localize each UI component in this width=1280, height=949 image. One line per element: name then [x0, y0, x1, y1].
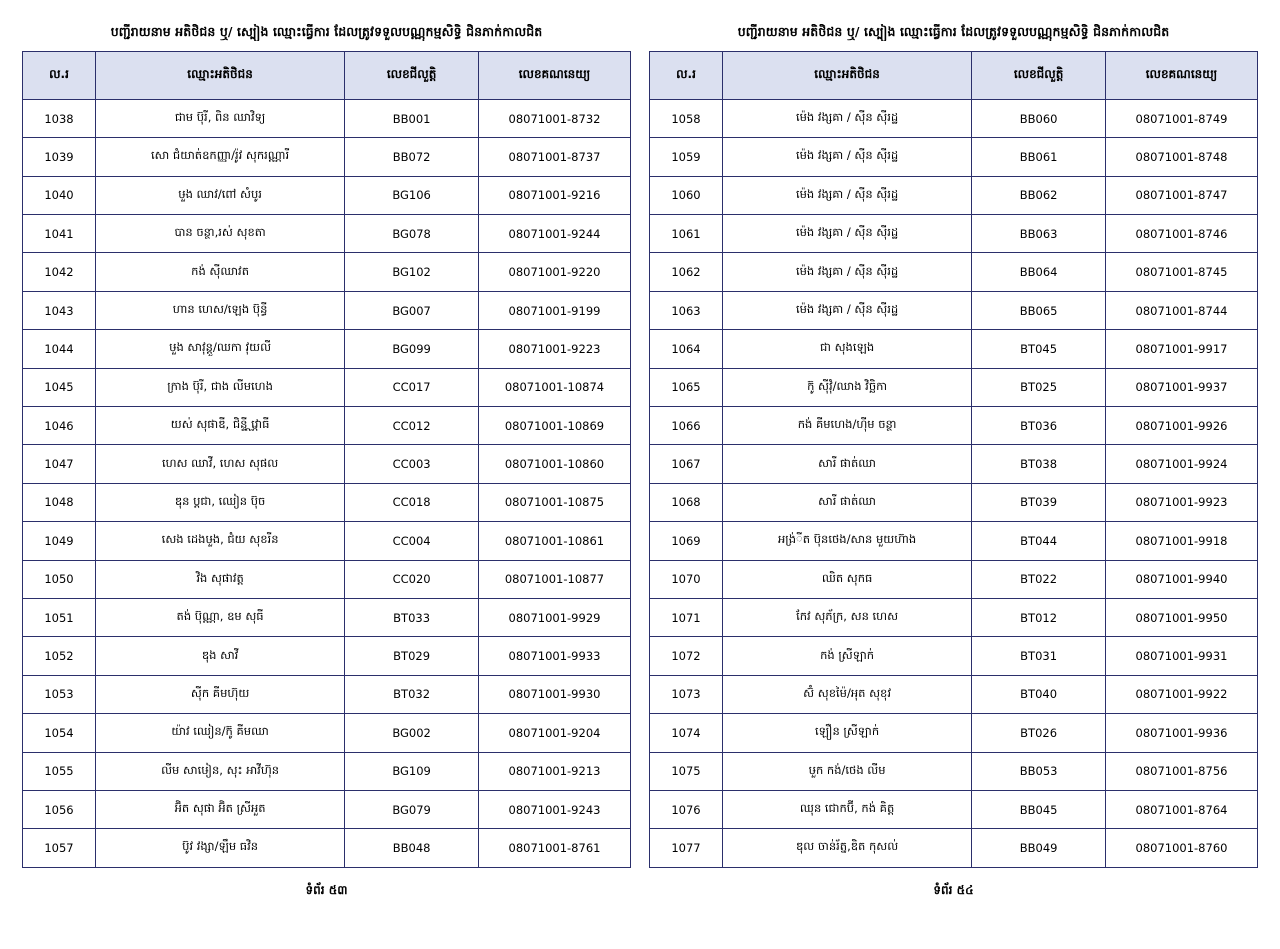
cell-account: 08071001-9950 [1105, 598, 1257, 636]
cell-code: BB072 [345, 138, 479, 176]
cell-name: ជា សុងឡេង [722, 330, 971, 368]
cell-no: 1050 [23, 560, 96, 598]
cell-name: យ៉ាវ ឈៀន/ក៊ូ គីមឈា [95, 714, 344, 752]
cell-account: 08071001-8746 [1105, 215, 1257, 253]
table-header-row [650, 51, 1258, 99]
cell-no: 1039 [23, 138, 96, 176]
cell-code: BG079 [345, 790, 479, 828]
cell-code: BB065 [972, 291, 1106, 329]
cell-code: CC012 [345, 407, 479, 445]
cell-code: CC017 [345, 368, 479, 406]
cell-no: 1054 [23, 714, 96, 752]
cell-name: ឈុន ជោកប៊ី, កង់ គិត្ត [722, 790, 971, 828]
cell-account: 08071001-9243 [478, 790, 630, 828]
cell-account: 08071001-8744 [1105, 291, 1257, 329]
table-row [650, 138, 1258, 176]
cell-account: 08071001-10875 [478, 483, 630, 521]
column-header-code: លេខជីលួត្តិ [972, 51, 1106, 99]
table-row [23, 675, 631, 713]
cell-code: BT025 [972, 368, 1106, 406]
cell-no: 1071 [650, 598, 723, 636]
cell-name: ឞួង សាវុន្តួ/ឈកា វុយលី [95, 330, 344, 368]
cell-account: 08071001-8761 [478, 829, 630, 867]
sheet-left [22, 18, 631, 949]
cell-code: BT038 [972, 445, 1106, 483]
cell-name: កង់ ស៊ីឈាវត [95, 253, 344, 291]
cell-no: 1047 [23, 445, 96, 483]
cell-no: 1048 [23, 483, 96, 521]
cell-code: BG106 [345, 176, 479, 214]
cell-name: ម៉េង វង្សគា / ស៊ីន ស៊ីរដ្ឋ [722, 215, 971, 253]
cell-name: ហាន ហេស/ឡេង ប៊ុន្ធី [95, 291, 344, 329]
cell-no: 1075 [650, 752, 723, 790]
cell-account: 08071001-10860 [478, 445, 630, 483]
cell-name: ហេស ឈាវី, ហេស សុផល [95, 445, 344, 483]
cell-name: ជាម ប៊ុរី, ពិន ឈាវិទ្យ [95, 99, 344, 137]
table-row [650, 714, 1258, 752]
cell-no: 1074 [650, 714, 723, 752]
cell-no: 1065 [650, 368, 723, 406]
cell-account: 08071001-9931 [1105, 637, 1257, 675]
cell-account: 08071001-9244 [478, 215, 630, 253]
cell-code: BB061 [972, 138, 1106, 176]
cell-code: BB048 [345, 829, 479, 867]
cell-code: BG002 [345, 714, 479, 752]
cell-name: បាន ចន្ថា,រស់ សុខតា [95, 215, 344, 253]
cell-no: 1041 [23, 215, 96, 253]
cell-name: អង់្រីត ប៊ុនថេង/សាន មួយហ៊ាង [722, 522, 971, 560]
cell-code: BB049 [972, 829, 1106, 867]
table-row [23, 829, 631, 867]
cell-code: BT022 [972, 560, 1106, 598]
cell-account: 08071001-8756 [1105, 752, 1257, 790]
cell-name: ឌុល ចាន់រ័ត្ន,ឌិត កុសល់ [722, 829, 971, 867]
cell-name: ក្រាង ប៊ុរី, ជាង លីមហេង [95, 368, 344, 406]
cell-no: 1042 [23, 253, 96, 291]
cell-no: 1077 [650, 829, 723, 867]
client-table-left [22, 51, 631, 868]
page-number-left: ទំព័រ ៥៣ [305, 882, 348, 897]
cell-name: ឌុង សាវី [95, 637, 344, 675]
cell-name: កង់ ស្រីឡាក់ [722, 637, 971, 675]
table-row [650, 790, 1258, 828]
cell-no: 1044 [23, 330, 96, 368]
cell-name: សោ ជំយាត់ឧកញ្ញា/រ៉ូវ សុករណ្ណារី [95, 138, 344, 176]
cell-name: ម៉េង វង្សគា / ស៊ីន ស៊ីរដ្ឋ [722, 253, 971, 291]
cell-no: 1045 [23, 368, 96, 406]
table-row [650, 253, 1258, 291]
page-number-right: ទំព័រ ៥៤ [933, 882, 974, 897]
table-row [23, 714, 631, 752]
cell-no: 1055 [23, 752, 96, 790]
table-row [23, 176, 631, 214]
table-row [23, 138, 631, 176]
cell-code: BT026 [972, 714, 1106, 752]
cell-name: ឞួង ឈាវ/ពៅ សំបូរ [95, 176, 344, 214]
table-row [23, 637, 631, 675]
table-row [650, 637, 1258, 675]
cell-name: កង់ គីមហេង/ហ៊ីម ចន្ថា [722, 407, 971, 445]
cell-code: BT032 [345, 675, 479, 713]
cell-code: BT031 [972, 637, 1106, 675]
cell-code: BT029 [345, 637, 479, 675]
cell-no: 1073 [650, 675, 723, 713]
table-row [23, 330, 631, 368]
cell-no: 1064 [650, 330, 723, 368]
cell-no: 1049 [23, 522, 96, 560]
table-row [650, 522, 1258, 560]
cell-no: 1066 [650, 407, 723, 445]
cell-account: 08071001-10869 [478, 407, 630, 445]
table-row [650, 483, 1258, 521]
cell-account: 08071001-9199 [478, 291, 630, 329]
column-header-name: ឈ្មោះអតិថិជន [722, 51, 971, 99]
cell-code: BB060 [972, 99, 1106, 137]
cell-code: BB045 [972, 790, 1106, 828]
page-title-left: បញ្ជីរាយនាម អតិថិជន ឬ/ ស្បៀង ឈ្មោះធ្វើការ ដែលត្រូវទទួលបណ្ណុកម្មសិទ្ធិ ជិនភាក់កាលជិត [110, 24, 543, 39]
cell-code: BT045 [972, 330, 1106, 368]
table-body-right [650, 99, 1258, 867]
cell-name: ម៉េង វង្សគា / ស៊ីន ស៊ីរដ្ឋ [722, 99, 971, 137]
cell-no: 1053 [23, 675, 96, 713]
cell-account: 08071001-8745 [1105, 253, 1257, 291]
column-header-no: ល.រ [650, 51, 723, 99]
table-row [23, 407, 631, 445]
cell-account: 08071001-9923 [1105, 483, 1257, 521]
cell-name: ឡឿន ស្រីឡាក់ [722, 714, 971, 752]
column-header-no: ល.រ [23, 51, 96, 99]
cell-account: 08071001-9930 [478, 675, 630, 713]
cell-no: 1072 [650, 637, 723, 675]
cell-code: BB062 [972, 176, 1106, 214]
cell-account: 08071001-8747 [1105, 176, 1257, 214]
cell-no: 1057 [23, 829, 96, 867]
cell-account: 08071001-8732 [478, 99, 630, 137]
cell-code: CC003 [345, 445, 479, 483]
cell-no: 1059 [650, 138, 723, 176]
cell-code: CC004 [345, 522, 479, 560]
cell-code: CC018 [345, 483, 479, 521]
cell-code: BG102 [345, 253, 479, 291]
cell-no: 1040 [23, 176, 96, 214]
cell-code: BG078 [345, 215, 479, 253]
cell-account: 08071001-8764 [1105, 790, 1257, 828]
table-row [23, 253, 631, 291]
cell-code: BT033 [345, 598, 479, 636]
cell-account: 08071001-9936 [1105, 714, 1257, 752]
cell-no: 1058 [650, 99, 723, 137]
cell-name: ឞួក កង់/ថេង លីម [722, 752, 971, 790]
cell-code: BT012 [972, 598, 1106, 636]
cell-account: 08071001-8749 [1105, 99, 1257, 137]
cell-no: 1068 [650, 483, 723, 521]
cell-name: ស៊ីក គីមហ៊ុយ [95, 675, 344, 713]
cell-no: 1060 [650, 176, 723, 214]
table-header-row [23, 51, 631, 99]
cell-name: ម៉េង វង្សគា / ស៊ីន ស៊ីរដ្ឋ [722, 176, 971, 214]
cell-name: វិង សុផាវត្ត [95, 560, 344, 598]
cell-account: 08071001-9204 [478, 714, 630, 752]
cell-no: 1067 [650, 445, 723, 483]
cell-account: 08071001-9220 [478, 253, 630, 291]
cell-no: 1056 [23, 790, 96, 828]
column-header-account: លេខគណនេយ្យ [1105, 51, 1257, 99]
cell-account: 08071001-9918 [1105, 522, 1257, 560]
table-row [650, 176, 1258, 214]
cell-account: 08071001-8760 [1105, 829, 1257, 867]
table-body-left [23, 99, 631, 867]
cell-account: 08071001-9216 [478, 176, 630, 214]
table-row [650, 330, 1258, 368]
table-row [23, 291, 631, 329]
page-title-right: បញ្ជីរាយនាម អតិថិជន ឬ/ ស្បៀង ឈ្មោះធ្វើការ ដែលត្រូវទទួលបណ្ណុកម្មសិទ្ធិ ជិនភាក់កាលជិត [737, 24, 1170, 39]
cell-name: យស់ សុផាឌី, ជិន្ទី វ្ណោធី [95, 407, 344, 445]
cell-name: ក៊ូ ស៊ីវុំ/ឈាង វិច្ឆិកា [722, 368, 971, 406]
cell-code: BT040 [972, 675, 1106, 713]
cell-name: ឌុន ប្តជា, ឈៀន ប៊ុច [95, 483, 344, 521]
table-row [23, 483, 631, 521]
cell-account: 08071001-9926 [1105, 407, 1257, 445]
cell-no: 1038 [23, 99, 96, 137]
cell-name: ស៊ំ សុខម៉ៃ/អុត សុខុវ [722, 675, 971, 713]
table-row [650, 675, 1258, 713]
cell-code: BT036 [972, 407, 1106, 445]
table-row [650, 99, 1258, 137]
cell-no: 1043 [23, 291, 96, 329]
cell-account: 08071001-8737 [478, 138, 630, 176]
cell-code: BB064 [972, 253, 1106, 291]
cell-no: 1046 [23, 407, 96, 445]
table-row [23, 215, 631, 253]
cell-account: 08071001-9917 [1105, 330, 1257, 368]
cell-code: BB063 [972, 215, 1106, 253]
cell-account: 08071001-9929 [478, 598, 630, 636]
cell-name: សារី ផាត់ឈា [722, 483, 971, 521]
table-row [23, 99, 631, 137]
table-header-left [23, 51, 631, 99]
cell-no: 1052 [23, 637, 96, 675]
cell-account: 08071001-9924 [1105, 445, 1257, 483]
cell-code: BB001 [345, 99, 479, 137]
table-row [650, 752, 1258, 790]
table-row [23, 752, 631, 790]
cell-code: BG109 [345, 752, 479, 790]
table-row [650, 445, 1258, 483]
table-row [650, 560, 1258, 598]
column-header-account: លេខគណនេយ្យ [478, 51, 630, 99]
cell-code: BG007 [345, 291, 479, 329]
cell-no: 1062 [650, 253, 723, 291]
table-row [23, 790, 631, 828]
column-header-name: ឈ្មោះអតិថិជន [95, 51, 344, 99]
cell-name: លីម សាឞៀន, សុះ អាវីហ៊ុន [95, 752, 344, 790]
table-row [23, 445, 631, 483]
cell-name: ឈិត សុកធ [722, 560, 971, 598]
cell-name: សេង ដេងឞួង, ជំយ សុខរីន [95, 522, 344, 560]
cell-name: ម៉េង វង្សគា / ស៊ីន ស៊ីរដ្ឋ [722, 138, 971, 176]
cell-no: 1051 [23, 598, 96, 636]
cell-account: 08071001-9922 [1105, 675, 1257, 713]
cell-account: 08071001-9937 [1105, 368, 1257, 406]
table-row [23, 560, 631, 598]
table-row [650, 368, 1258, 406]
cell-name: អ៊ិត សុផា អ៊ិត ស្រីអួត [95, 790, 344, 828]
table-row [650, 291, 1258, 329]
cell-account: 08071001-9933 [478, 637, 630, 675]
column-header-code: លេខជីលួត្តិ [345, 51, 479, 99]
table-row [650, 598, 1258, 636]
cell-code: BG099 [345, 330, 479, 368]
cell-account: 08071001-9223 [478, 330, 630, 368]
cell-name: ម៉េង វង្សគា / ស៊ីន ស៊ីរដ្ឋ [722, 291, 971, 329]
cell-code: BB053 [972, 752, 1106, 790]
cell-name: តង់ ប៊ុណ្ណា, ឧម សុធី [95, 598, 344, 636]
cell-code: BT039 [972, 483, 1106, 521]
cell-account: 08071001-10877 [478, 560, 630, 598]
client-table-right [649, 51, 1258, 868]
sheet-right [649, 18, 1258, 949]
table-header-right [650, 51, 1258, 99]
cell-name: ប៊ូវ វង្សា/ឡឹម ធវិន [95, 829, 344, 867]
cell-no: 1061 [650, 215, 723, 253]
cell-account: 08071001-9213 [478, 752, 630, 790]
cell-name: សារី ផាត់ឈា [722, 445, 971, 483]
cell-no: 1069 [650, 522, 723, 560]
table-row [23, 368, 631, 406]
cell-code: CC020 [345, 560, 479, 598]
cell-account: 08071001-10874 [478, 368, 630, 406]
cell-account: 08071001-8748 [1105, 138, 1257, 176]
table-row [23, 522, 631, 560]
cell-no: 1063 [650, 291, 723, 329]
cell-account: 08071001-10861 [478, 522, 630, 560]
table-row [650, 829, 1258, 867]
table-row [650, 215, 1258, 253]
cell-no: 1070 [650, 560, 723, 598]
cell-code: BT044 [972, 522, 1106, 560]
cell-account: 08071001-9940 [1105, 560, 1257, 598]
cell-name: កែវ សុភ័ក្រ, សន ហេស [722, 598, 971, 636]
table-row [23, 598, 631, 636]
cell-no: 1076 [650, 790, 723, 828]
table-row [650, 407, 1258, 445]
